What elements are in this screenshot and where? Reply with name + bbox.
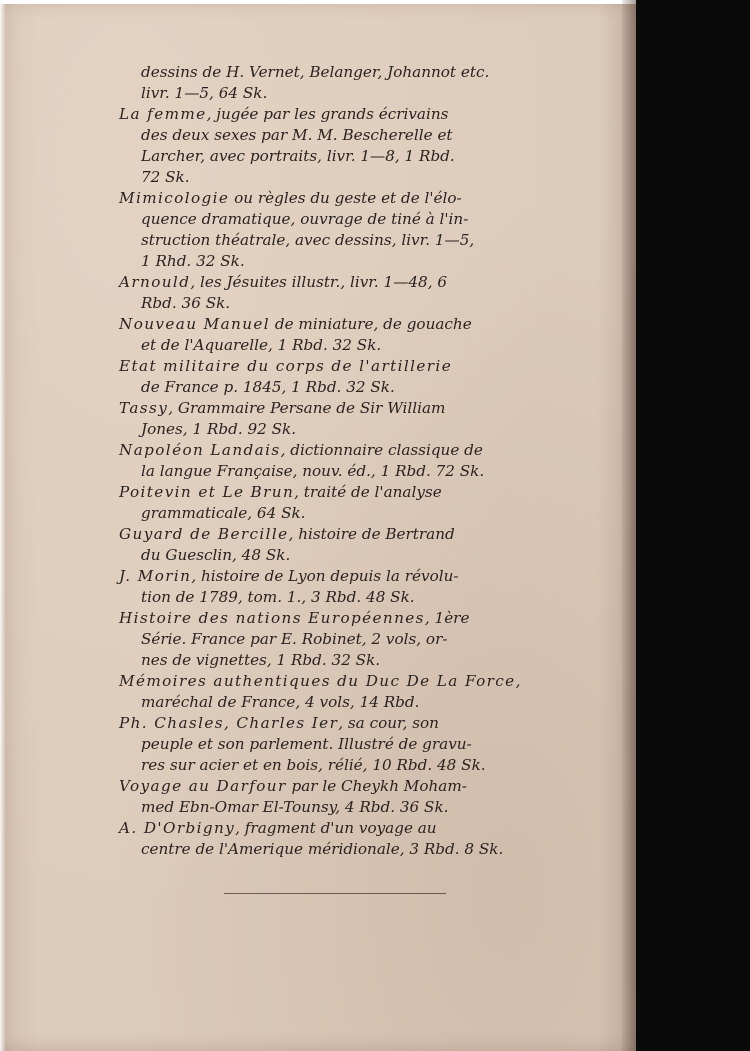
entry-lead: Ph. Chasles, Charles Ier	[119, 714, 339, 732]
entry-line	[119, 503, 559, 524]
entry-line	[119, 125, 559, 146]
entry-text: du Guesclin, 48 Sk.	[141, 546, 291, 564]
entry-text: 1 Rhd. 32 Sk.	[141, 252, 245, 270]
catalogue-entry	[119, 524, 559, 566]
catalogue-entry	[119, 314, 559, 356]
entry-line	[119, 566, 559, 587]
entry-text: livr. 1—5, 64 Sk.	[141, 84, 268, 102]
entry-text: des deux sexes par M. M. Bescherelle et	[141, 126, 453, 144]
entry-text: Série. France par E. Robinet, 2 vols, or-	[141, 630, 448, 648]
entry-line	[119, 62, 559, 83]
page-spine-shadow	[622, 0, 636, 1051]
entry-text: Jones, 1 Rbd. 92 Sk.	[141, 420, 297, 438]
catalogue-entry	[119, 566, 559, 608]
entry-line	[119, 776, 559, 797]
entry-text: , fragment d'un voyage au	[235, 819, 437, 837]
entry-line	[119, 734, 559, 755]
entry-lead: Etat militaire du corps de l'artillerie	[119, 357, 453, 375]
entry-text: 72 Sk.	[141, 168, 190, 186]
entry-text: ,	[515, 672, 521, 690]
catalogue-entry	[119, 398, 559, 440]
entry-line	[119, 293, 559, 314]
entry-line	[119, 146, 559, 167]
catalogue-entry	[119, 608, 559, 671]
entry-line	[119, 230, 559, 251]
entry-text: res sur acier et en bois, rélié, 10 Rbd. 48 Sk.	[141, 756, 486, 774]
entry-lead: Nouveau Manuel	[119, 315, 271, 333]
entry-lead: La femme	[119, 105, 207, 123]
entry-line	[119, 440, 559, 461]
entry-line	[119, 713, 559, 734]
entry-text: peuple et son parlement. Illustré de gravu-	[141, 735, 472, 753]
entry-line	[119, 461, 559, 482]
entry-text: Larcher, avec portraits, livr. 1—8, 1 Rbd.	[141, 147, 455, 165]
catalogue-entry	[119, 671, 559, 713]
entry-line	[119, 650, 559, 671]
entry-text: , Grammaire Persane de Sir William	[168, 399, 446, 417]
entry-line	[119, 671, 559, 692]
entry-text: tion de 1789, tom. 1., 3 Rbd. 48 Sk.	[141, 588, 415, 606]
entry-text: , les Jésuites illustr., livr. 1—48, 6	[190, 273, 448, 291]
entry-lead: Tassy	[119, 399, 169, 417]
entry-text: centre de l'Amerique méridionale, 3 Rbd. 8 Sk.	[141, 840, 504, 858]
catalogue-entry	[119, 440, 559, 482]
entry-line	[119, 482, 559, 503]
entry-line	[119, 167, 559, 188]
page-top-edge	[0, 0, 636, 4]
entry-line	[119, 524, 559, 545]
entry-text: , dictionnaire classique de	[280, 441, 483, 459]
entry-line	[119, 272, 559, 293]
catalogue-entry	[119, 482, 559, 524]
entry-text: maréchal de France, 4 vols, 14 Rbd.	[141, 693, 420, 711]
entry-text: quence dramatique, ouvrage de tiné à l'in-	[141, 210, 469, 228]
entry-lead: Arnould	[119, 273, 191, 291]
entry-line	[119, 83, 559, 104]
entry-text: , traité de l'analyse	[294, 483, 442, 501]
entry-line	[119, 545, 559, 566]
catalogue-entry	[119, 356, 559, 398]
entry-text: de miniature, de gouache	[270, 315, 472, 333]
entry-line	[119, 818, 559, 839]
entry-line	[119, 188, 559, 209]
entry-line	[119, 377, 559, 398]
entry-text: de France p. 1845, 1 Rbd. 32 Sk.	[141, 378, 395, 396]
entry-lead: Poitevin et Le Brun	[119, 483, 295, 501]
entry-line	[119, 419, 559, 440]
entry-lead: Histoire des nations Européennes	[119, 609, 425, 627]
entry-line	[119, 314, 559, 335]
entry-text: la langue Française, nouv. éd., 1 Rbd. 72 Sk.	[141, 462, 485, 480]
entry-line	[119, 839, 559, 860]
entry-text: dessins de H. Vernet, Belanger, Johannot etc.	[141, 63, 490, 81]
catalogue-entry	[119, 713, 559, 776]
entry-lead: A. D'Orbigny	[119, 819, 236, 837]
entry-lead: Voyage au Darfour	[119, 777, 287, 795]
catalogue-entry	[119, 776, 559, 818]
entry-lead: Mémoires authentiques du Duc De La Force	[119, 672, 516, 690]
entry-lead: Napoléon Landais	[119, 441, 281, 459]
catalogue-entry	[119, 818, 559, 860]
entry-text: , histoire de Lyon depuis la révolu-	[191, 567, 459, 585]
entry-text: , jugée par les grands écrivains	[206, 105, 449, 123]
catalogue-entry	[119, 272, 559, 314]
entry-text: ou règles du geste et de l'élo-	[229, 189, 462, 207]
entry-text: , 1ère	[424, 609, 470, 627]
end-rule	[224, 893, 446, 894]
entry-line	[119, 104, 559, 125]
catalogue-entry	[119, 104, 559, 188]
entry-text: , histoire de Bertrand	[288, 525, 455, 543]
entry-text: med Ebn-Omar El-Tounsy, 4 Rbd. 36 Sk.	[141, 798, 449, 816]
entry-text: struction théatrale, avec dessins, livr. 1—5,	[141, 231, 475, 249]
entry-text: nes de vignettes, 1 Rbd. 32 Sk.	[141, 651, 381, 669]
catalogue-list	[119, 62, 559, 860]
entry-text: , sa cour, son	[338, 714, 439, 732]
entry-text: grammaticale, 64 Sk.	[141, 504, 306, 522]
entry-line	[119, 755, 559, 776]
entry-lead: J. Morin	[119, 567, 192, 585]
page-left-edge	[0, 0, 6, 1051]
entry-lead: Guyard de Bercille	[119, 525, 289, 543]
catalogue-entry	[119, 62, 559, 104]
entry-text: Rbd. 36 Sk.	[141, 294, 231, 312]
entry-line	[119, 629, 559, 650]
entry-text: par le Cheykh Moham-	[286, 777, 467, 795]
entry-line	[119, 398, 559, 419]
entry-lead: Mimicologie	[119, 189, 230, 207]
entry-text: et de l'Aquarelle, 1 Rbd. 32 Sk.	[141, 336, 382, 354]
entry-line	[119, 692, 559, 713]
entry-line	[119, 209, 559, 230]
entry-line	[119, 608, 559, 629]
entry-line	[119, 797, 559, 818]
entry-line	[119, 251, 559, 272]
entry-line	[119, 587, 559, 608]
entry-line	[119, 356, 559, 377]
catalogue-entry	[119, 188, 559, 272]
entry-line	[119, 335, 559, 356]
